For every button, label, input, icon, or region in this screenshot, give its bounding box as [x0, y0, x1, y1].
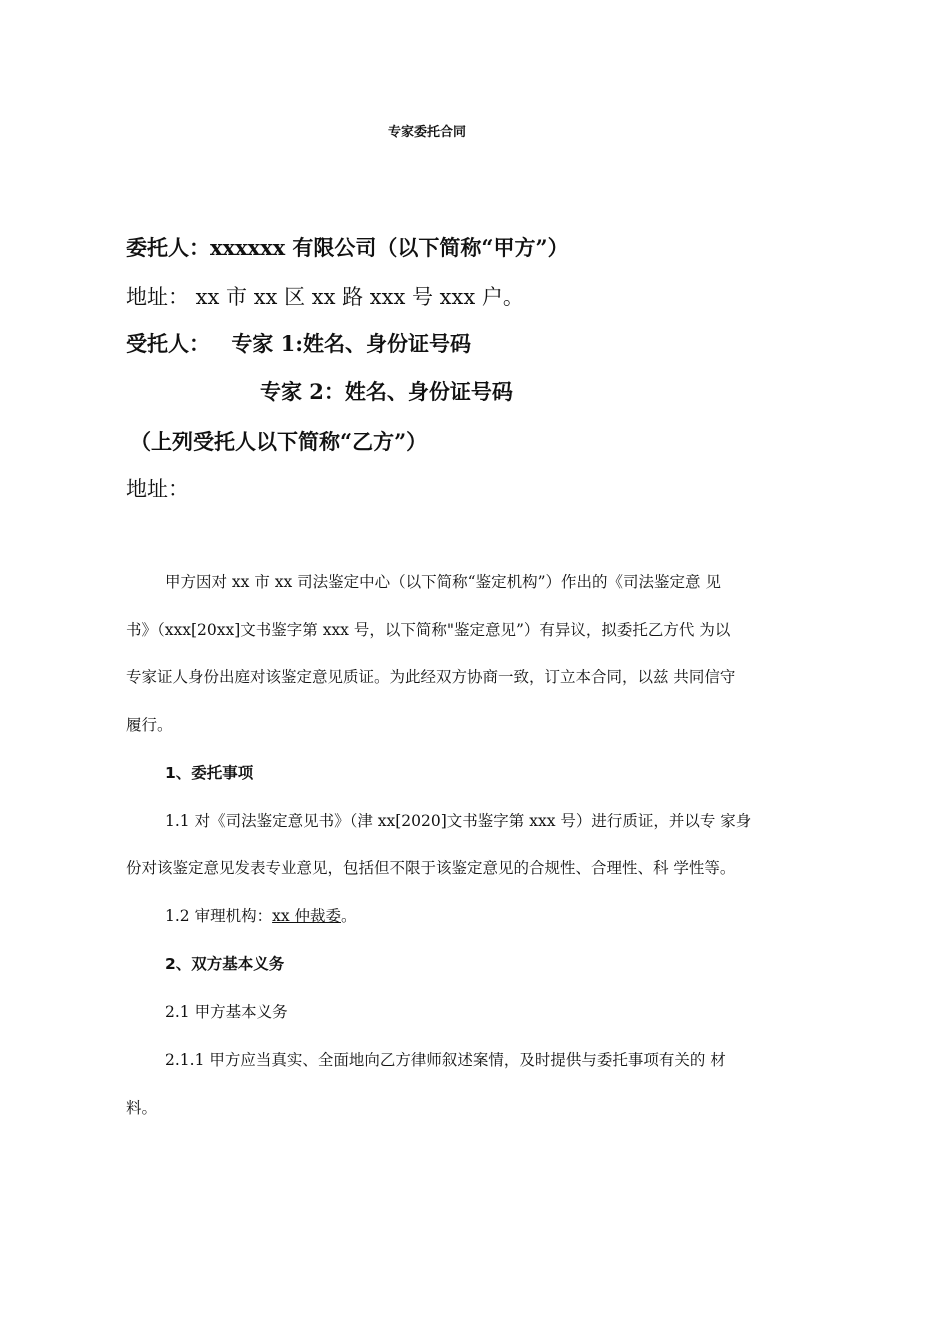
expert-1: 专家 1:姓名、身份证号码 — [231, 331, 471, 356]
agent-label: 受托人： — [126, 331, 210, 356]
item-1-2-label: 1.2 审理机构： — [165, 907, 273, 925]
item-2-1-1-line-1: 2.1.1 甲方应当真实、全面地向乙方律师叙述案情，及时提供与委托事项有关的 材 — [165, 1051, 726, 1069]
agent-address: 地址： — [126, 477, 189, 501]
item-2-1: 2.1 甲方基本义务 — [165, 1003, 288, 1021]
intro-line-2: 书》（xxx[20xx]文书鉴字第 xxx 号，以下简称"鉴定意见”）有异议，拟委托乙方代 为以 — [126, 621, 731, 639]
item-1-2 — [165, 904, 357, 926]
intro-line-1: 甲方因对 xx 市 xx 司法鉴定中心（以下简称“鉴定机构”）作出的《司法鉴定意 见 — [165, 573, 721, 591]
principal-address: 地址： xx 市 xx 区 xx 路 xxx 号 xxx 户。 — [126, 285, 524, 309]
item-1-1-line-2: 份对该鉴定意见发表专业意见，包括但不限于该鉴定意见的合规性、合理性、科 学性等。 — [126, 859, 736, 877]
intro-line-4: 履行。 — [126, 716, 173, 734]
intro-line-3: 专家证人身份出庭对该鉴定意见质证。为此经双方协商一致，订立本合同，以兹 共同信守 — [126, 668, 736, 686]
tribunal-name: xx 仲裁委 — [272, 907, 341, 925]
agent-note: （上列受托人以下简称“乙方”） — [130, 429, 428, 454]
item-1-2-end: 。 — [341, 907, 357, 925]
section-2-heading: 2、双方基本义务 — [165, 955, 285, 973]
section-1-heading: 1、委托事项 — [165, 764, 254, 782]
item-1-1-line-1: 1.1 对《司法鉴定意见书》（津 xx[2020]文书鉴字第 xxx 号）进行质证，并以专 家身 — [165, 812, 752, 830]
item-2-1-1-line-2: 料。 — [126, 1099, 158, 1117]
expert-2: 专家 2：姓名、身份证号码 — [260, 379, 513, 404]
contract-title: 专家委托合同 — [388, 125, 467, 140]
principal-line: 委托人：xxxxxx 有限公司（以下简称“甲方”） — [126, 235, 569, 260]
agent-line — [126, 328, 471, 358]
